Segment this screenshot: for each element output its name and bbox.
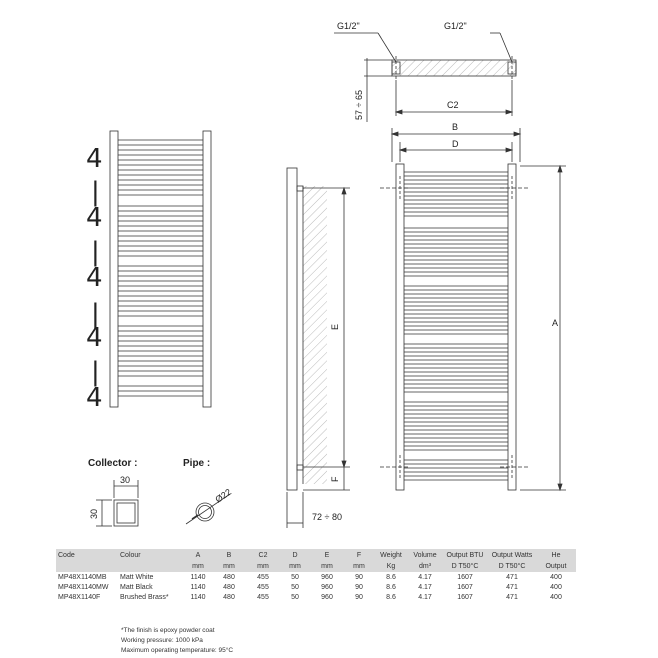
table-cell: 1140 [190,573,206,581]
side-view [287,168,350,528]
spec-notes [121,626,233,656]
front-view [380,128,566,490]
table-cell: D [280,549,310,561]
table-cell: dm³ [408,561,442,572]
depth-range-label: 72 ÷ 80 [312,512,342,522]
table-cell: Matt White [120,573,154,581]
c2-label: C2 [447,100,459,110]
table-cell: 480 [223,593,235,601]
table-cell: 90 [355,593,363,601]
table-cell: D T50°C [488,561,536,572]
table-cell: D T50°C [442,561,488,572]
table-header-row [56,549,576,561]
table-cell: 400 [550,583,562,591]
table-cell: Brushed Brass* [120,593,169,601]
rail-group-label: 4 [86,263,103,293]
table-cell: 471 [506,583,518,591]
table-cell: mm [344,561,374,572]
table-cell: Kg [374,561,408,572]
table-cell: 960 [321,573,333,581]
note-finish: *The finish is epoxy powder coat [121,627,215,634]
table-cell: B [212,549,246,561]
table-cell: mm [246,561,280,572]
table-cell: 471 [506,593,518,601]
table-cell: Output [536,561,576,572]
table-cell: 50 [291,573,299,581]
collector-width-label: 30 [120,475,131,485]
pipe-title: Pipe : [183,458,211,469]
collector-section [96,480,138,526]
table-cell: Output BTU [442,549,488,561]
pipe-label-right: G1/2" [444,21,467,31]
table-cell: mm [310,561,344,572]
rail-schematic [110,131,211,407]
table-cell: He [536,549,576,561]
table-cell: Colour [118,549,184,561]
table-cell: 8.6 [386,593,396,601]
table-cell: E [310,549,344,561]
table-cell: MP48X1140MW [58,583,109,591]
rail-group-label: | [91,357,100,387]
table-cell: MP48X1140MB [58,573,107,581]
table-cell: MP48X1140F [58,593,101,601]
table-cell: 4.17 [418,573,432,581]
d-label: D [452,139,459,149]
table-cell: 400 [550,573,562,581]
table-cell: C2 [246,549,280,561]
table-cell: mm [280,561,310,572]
rail-group-label: 4 [86,203,103,233]
f-label: F [330,476,340,482]
table-cell: 960 [321,593,333,601]
spec-table [56,549,576,602]
table-cell [56,561,118,572]
table-cell: 1140 [190,593,206,601]
rail-group-label: 4 [86,323,103,353]
pipe-label-left: G1/2" [337,21,360,31]
table-row [56,572,576,582]
table-cell: A [184,549,212,561]
a-label: A [552,318,559,328]
table-cell: 8.6 [386,573,396,581]
table-units-row [56,561,576,572]
table-cell: 8.6 [386,583,396,591]
table-cell: 1607 [457,593,473,601]
rail-group-label: 4 [86,383,103,413]
table-cell: 455 [257,573,269,581]
table-cell: 480 [223,573,235,581]
e-label: E [330,323,340,330]
table-row [56,582,576,592]
table-cell: 50 [291,583,299,591]
rail-group-label: 4 [86,144,103,174]
table-cell: 471 [506,573,518,581]
table-cell: 4.17 [418,593,432,601]
table-cell: Volume [408,549,442,561]
table-cell: 455 [257,583,269,591]
table-cell: mm [212,561,246,572]
table-cell [118,561,184,572]
b-label: B [452,122,459,132]
rail-group-label: | [91,237,100,267]
rail-group-labels [86,144,103,413]
table-cell: Output Watts [488,549,536,561]
table-cell: 90 [355,583,363,591]
table-cell: 1607 [457,573,473,581]
note-temperature: Maximum operating temperature: 95°C [121,647,234,654]
table-row [56,592,576,602]
collector-title: Collector : [88,458,138,469]
collector-height-label: 30 [89,508,99,519]
table-cell: Matt Black [120,583,153,591]
table-cell: F [344,549,374,561]
table-cell: 455 [257,593,269,601]
table-cell: mm [184,561,212,572]
table-cell: Code [56,549,118,561]
table-cell: 1607 [457,583,473,591]
note-pressure: Working pressure: 1000 kPa [121,637,203,644]
table-cell: Weight [374,549,408,561]
table-cell: 960 [321,583,333,591]
table-cell: 400 [550,593,562,601]
offset-range-label: 57 ÷ 65 [354,90,364,120]
table-cell: 50 [291,593,299,601]
table-cell: 480 [223,583,235,591]
table-cell: 90 [355,573,363,581]
table-cell: 1140 [190,583,206,591]
pipe-diameter-label: Ø22 [213,486,234,505]
rail-group-label: | [91,177,100,207]
rail-group-label: | [91,299,100,329]
table-cell: 4.17 [418,583,432,591]
